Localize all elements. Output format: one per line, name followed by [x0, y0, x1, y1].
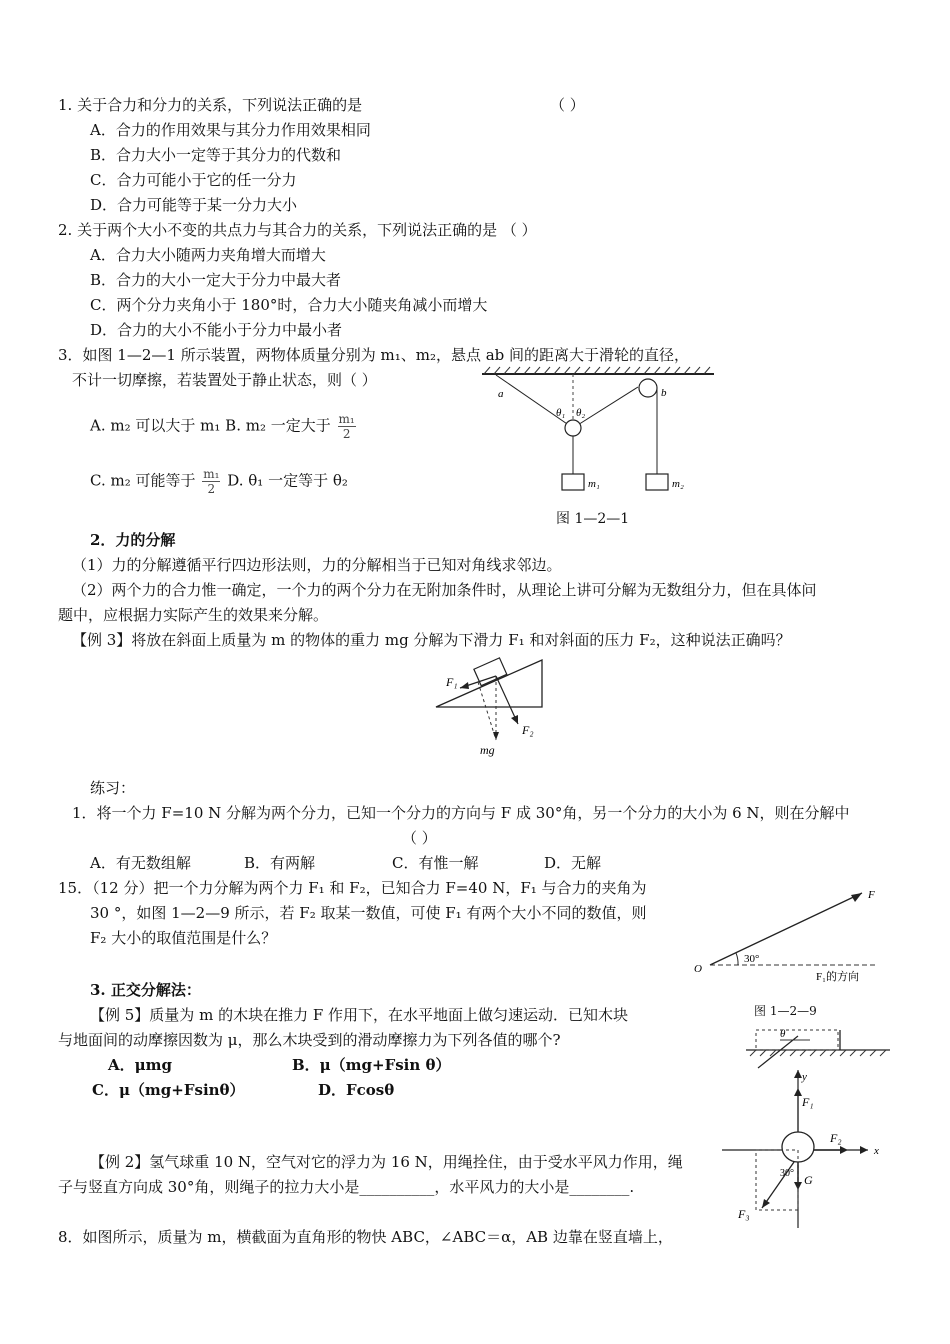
label-30deg-balloon: 30°	[780, 1168, 794, 1179]
practice-option-c: C．有惟一解	[392, 854, 479, 872]
q1-option-b: B．合力大小一定等于其分力的代数和	[90, 146, 342, 164]
example2-line1: 【例 2】氢气球重 10 N，空气对它的浮力为 16 N，用绳拴住，由于受水平风力作用，绳	[90, 1153, 683, 1171]
section3-title: 3. 正交分解法：	[90, 981, 201, 999]
section2-p1: （1）力的分解遵循平行四边形法则，力的分解相当于已知对角线求邻边。	[72, 556, 562, 574]
q15-line2: 30 °，如图 1—2—9 所示，若 F₂ 取某一数值，可使 F₁ 有两个大小不同的数值，则	[90, 904, 647, 922]
q2-option-d: D．合力的大小不能小于分力中最小者	[90, 321, 343, 339]
q3-line2: 不计一切摩擦，若装置处于静止状态，则（ ）	[72, 371, 377, 389]
q3-options-cd	[90, 467, 348, 496]
q3-fraction-b: $\frac{\text{m₁}}{2}$	[338, 412, 355, 441]
label-F2-wind: F₂	[830, 1131, 842, 1145]
practice-option-d: D．无解	[544, 854, 602, 872]
practice-q1: 1．将一个力 F=10 N 分解为两个分力，已知一个分力的方向与 F 成 30°角，另一个分力的大小为 6 N，则在分解中	[72, 804, 850, 822]
incline-figure	[432, 652, 552, 762]
q1-stem: 1. 关于合力和分力的关系，下列说法正确的是	[58, 96, 363, 114]
label-O: O	[694, 963, 702, 975]
q1-option-a: A．合力的作用效果与其分力作用效果相同	[90, 121, 371, 139]
label-F1: F₁	[446, 675, 458, 689]
label-F1-up: F₁	[802, 1095, 814, 1109]
example5-line2: 与地面间的动摩擦因数为 μ，那么木块受到的滑动摩擦力为下列各值的哪个?	[58, 1031, 561, 1049]
label-y: y	[802, 1071, 807, 1083]
q3-line1: 3．如图 1—2—1 所示装置，两物体质量分别为 m₁、m₂，悬点 ab 间的距离大于滑轮的直径，	[58, 346, 690, 364]
label-F1-direction: F₁的方向	[816, 971, 859, 983]
q1-option-d: D．合力可能等于某一分力大小	[90, 196, 298, 214]
q15-line1: 15．（12 分）把一个力分解为两个力 F₁ 和 F₂，已知合力 F=40 N，F₁ 与合力的夹角为	[58, 879, 647, 897]
q2-option-c: C．两个分力夹角小于 180°时，合力大小随夹角减小而增大	[90, 296, 488, 314]
example5-line1: 【例 5】质量为 m 的木块在推力 F 作用下，在水平地面上做匀速运动．已知木块	[90, 1006, 629, 1024]
movable-pulley	[565, 420, 581, 436]
mass-m1	[562, 474, 584, 490]
q1-option-c: C．合力可能小于它的任一分力	[90, 171, 297, 189]
q15-figure-caption: 图 1—2—9	[754, 1004, 817, 1018]
q3-option-c: C. m₂ 可能等于	[90, 471, 196, 490]
practice-option-b: B．有两解	[244, 854, 316, 872]
label-F: F	[868, 889, 875, 901]
label-a: a	[498, 388, 504, 400]
q3-fraction-c: $\frac{\text{m₁}}{2}$	[203, 467, 220, 496]
practice-option-a: A．有无数组解	[90, 854, 191, 872]
label-b: b	[661, 387, 667, 399]
practice-title: 练习：	[90, 779, 136, 797]
label-F2: F₂	[522, 723, 534, 737]
fixed-pulley	[639, 379, 657, 397]
label-theta1: θ₁	[556, 407, 566, 419]
section2-p2a: （2）两个力的合力惟一确定，一个力的两个分力在无附加条件时，从理论上讲可分解为无数组分力，但在具体问	[72, 581, 817, 599]
label-x: x	[874, 1145, 879, 1157]
label-G: G	[804, 1173, 813, 1187]
practice-q1-bracket: （ ）	[402, 829, 437, 847]
example2-line2: 子与竖直方向成 30°角，则绳子的拉力大小是__________，水平风力的大小是________.	[58, 1178, 635, 1196]
label-m1: m₁	[588, 478, 600, 490]
q3-option-b: B. m₂ 一定大于	[225, 416, 331, 435]
section2-title: 2．力的分解	[90, 531, 176, 549]
example5-option-c: C．μ（mg+Fsinθ）	[92, 1081, 245, 1099]
label-m2: m₂	[672, 478, 684, 490]
pulley-figure	[478, 362, 718, 502]
force-decomposition-figure	[688, 878, 888, 983]
section2-p2b: 题中，应根据力实际产生的效果来分解。	[58, 606, 329, 624]
q3-figure-caption: 图 1—2—1	[556, 511, 630, 527]
q8-text: 8．如图所示，质量为 m，横截面为直角形的物快 ABC，∠ABC＝α，AB 边靠在竖直墙上，	[58, 1228, 673, 1246]
rope-left	[496, 375, 573, 428]
mass-m2	[646, 474, 668, 490]
q3-option-d: D. θ₁ 一定等于 θ₂	[227, 471, 348, 490]
q3-options-ab	[90, 412, 358, 441]
label-theta2: θ₂	[576, 407, 586, 419]
label-theta: θ	[780, 1028, 786, 1040]
example5-option-b: B．μ（mg+Fsin θ）	[292, 1056, 451, 1074]
example5-option-a: A．μmg	[108, 1056, 172, 1074]
example5-option-d: D．Fcosθ	[318, 1081, 395, 1099]
q3-option-a: A. m₂ 可以大于 m₁	[90, 416, 221, 435]
label-F3: F₃	[738, 1207, 750, 1221]
label-mg: mg	[480, 743, 495, 757]
example3-text: 【例 3】将放在斜面上质量为 m 的物体的重力 mg 分解为下滑力 F₁ 和对斜面的压力 F₂，这种说法正确吗？	[72, 631, 791, 649]
q2-option-a: A．合力大小随两力夹角增大而增大	[90, 246, 326, 264]
label-30deg: 30°	[744, 953, 760, 965]
q1-answer-bracket: （ ）	[550, 96, 585, 114]
q15-line3: F₂ 大小的取值范围是什么？	[90, 929, 277, 947]
q2-option-b: B．合力的大小一定大于分力中最大者	[90, 271, 342, 289]
balloon-force-figure	[718, 1062, 886, 1230]
q2-stem: 2. 关于两个大小不变的共点力与其合力的关系，下列说法正确的是 （ ）	[58, 221, 537, 239]
